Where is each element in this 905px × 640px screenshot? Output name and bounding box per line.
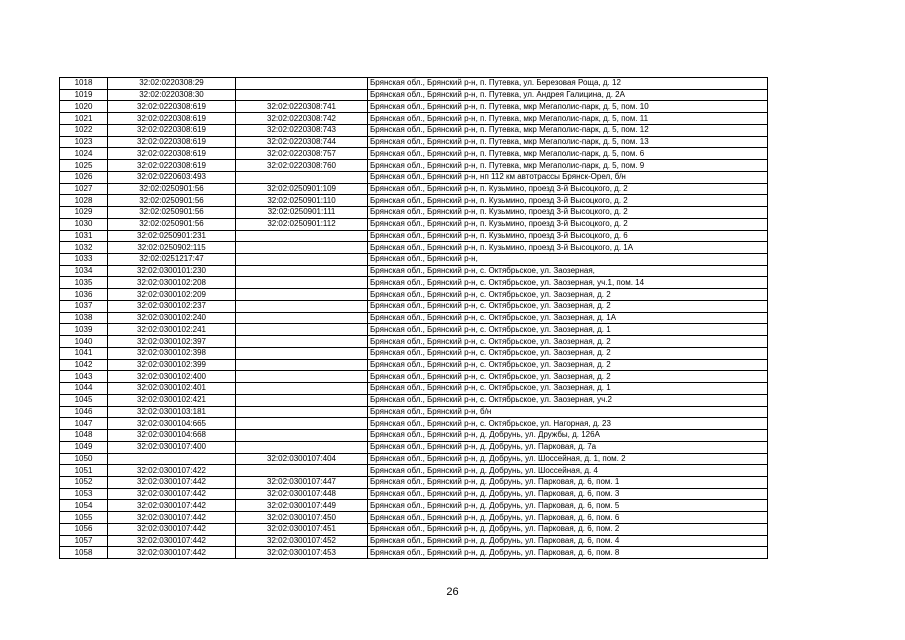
address-cell: Брянская обл., Брянский р-н, с. Октябрьское, ул. Заозерная, д. 2 (368, 300, 768, 312)
table-row (60, 535, 768, 547)
table-body (60, 78, 768, 559)
address-cell: Брянская обл., Брянский р-н, п. Путевка, ул. Березовая Роща, д. 12 (368, 78, 768, 90)
cadastral-number-cell: 32:02:0300102:421 (108, 394, 236, 406)
premises-cadastral-number-cell (236, 359, 368, 371)
address-cell: Брянская обл., Брянский р-н, п. Кузьмино, проезд 3-й Высоцкого, д. 2 (368, 195, 768, 207)
row-number-cell: 1037 (60, 300, 108, 312)
cadastral-number-cell: 32:02:0300107:442 (108, 488, 236, 500)
cadastral-number-cell: 32:02:0251217:47 (108, 254, 236, 266)
table-row (60, 500, 768, 512)
table-row (60, 347, 768, 359)
row-number-cell: 1031 (60, 230, 108, 242)
table-row (60, 195, 768, 207)
cadastral-number-cell: 32:02:0300102:399 (108, 359, 236, 371)
table-row (60, 218, 768, 230)
premises-cadastral-number-cell (236, 371, 368, 383)
premises-cadastral-number-cell: 32:02:0220308:760 (236, 160, 368, 172)
premises-cadastral-number-cell (236, 336, 368, 348)
table-row (60, 160, 768, 172)
address-cell: Брянская обл., Брянский р-н, д. Добрунь, ул. Шоссейная, д. 4 (368, 465, 768, 477)
row-number-cell: 1034 (60, 265, 108, 277)
row-number-cell: 1039 (60, 324, 108, 336)
row-number-cell: 1044 (60, 383, 108, 395)
cadastral-number-cell: 32:02:0220308:619 (108, 136, 236, 148)
address-cell: Брянская обл., Брянский р-н, с. Октябрьское, ул. Заозерная, д. 2 (368, 289, 768, 301)
table-row (60, 289, 768, 301)
premises-cadastral-number-cell (236, 406, 368, 418)
cadastral-number-cell: 32:02:0300102:398 (108, 347, 236, 359)
row-number-cell: 1032 (60, 242, 108, 254)
row-number-cell: 1021 (60, 113, 108, 125)
address-cell: Брянская обл., Брянский р-н, п. Путевка, мкр Мегаполис-парк, д. 5, пом. 6 (368, 148, 768, 160)
premises-cadastral-number-cell: 32:02:0250901:111 (236, 207, 368, 219)
row-number-cell: 1022 (60, 124, 108, 136)
row-number-cell: 1051 (60, 465, 108, 477)
cadastral-number-cell: 32:02:0250901:231 (108, 230, 236, 242)
cadastral-number-cell: 32:02:0300101:230 (108, 265, 236, 277)
table-row (60, 371, 768, 383)
premises-cadastral-number-cell: 32:02:0220308:742 (236, 113, 368, 125)
cadastral-number-cell: 32:02:0300107:442 (108, 512, 236, 524)
cadastral-number-cell: 32:02:0220603:493 (108, 171, 236, 183)
premises-cadastral-number-cell (236, 394, 368, 406)
address-cell: Брянская обл., Брянский р-н, с. Октябрьское, ул. Заозерная, д. 1 (368, 324, 768, 336)
cadastral-number-cell: 32:02:0220308:619 (108, 124, 236, 136)
address-cell: Брянская обл., Брянский р-н, д. Добрунь, ул. Парковая, д. 6, пом. 8 (368, 547, 768, 559)
table-row (60, 406, 768, 418)
cadastral-number-cell: 32:02:0300104:668 (108, 430, 236, 442)
row-number-cell: 1035 (60, 277, 108, 289)
row-number-cell: 1040 (60, 336, 108, 348)
row-number-cell: 1058 (60, 547, 108, 559)
row-number-cell: 1056 (60, 523, 108, 535)
premises-cadastral-number-cell: 32:02:0250901:110 (236, 195, 368, 207)
address-cell: Брянская обл., Брянский р-н, с. Октябрьское, ул. Заозерная, д. 2 (368, 371, 768, 383)
row-number-cell: 1042 (60, 359, 108, 371)
address-cell: Брянская обл., Брянский р-н, д. Добрунь, ул. Парковая, д. 6, пом. 3 (368, 488, 768, 500)
address-cell: Брянская обл., Брянский р-н, с. Октябрьское, ул. Заозерная, д. 2 (368, 359, 768, 371)
cadastral-number-cell: 32:02:0300102:401 (108, 383, 236, 395)
table-row (60, 136, 768, 148)
row-number-cell: 1052 (60, 476, 108, 488)
cadastral-number-cell: 32:02:0220308:30 (108, 89, 236, 101)
row-number-cell: 1024 (60, 148, 108, 160)
address-cell: Брянская обл., Брянский р-н, нп 112 км автотрассы Брянск-Орел, б/н (368, 171, 768, 183)
address-cell: Брянская обл., Брянский р-н, с. Октябрьское, ул. Заозерная, (368, 265, 768, 277)
premises-cadastral-number-cell: 32:02:0220308:757 (236, 148, 368, 160)
table-row (60, 78, 768, 90)
premises-cadastral-number-cell: 32:02:0300107:452 (236, 535, 368, 547)
address-cell: Брянская обл., Брянский р-н, с. Октябрьское, ул. Заозерная, уч.2 (368, 394, 768, 406)
premises-cadastral-number-cell (236, 465, 368, 477)
row-number-cell: 1048 (60, 430, 108, 442)
premises-cadastral-number-cell: 32:02:0300107:450 (236, 512, 368, 524)
table-row (60, 254, 768, 266)
premises-cadastral-number-cell (236, 254, 368, 266)
cadastral-number-cell: 32:02:0220308:619 (108, 160, 236, 172)
cadastral-number-cell: 32:02:0300107:442 (108, 476, 236, 488)
table-row (60, 476, 768, 488)
address-cell: Брянская обл., Брянский р-н, с. Октябрьское, ул. Нагорная, д. 23 (368, 418, 768, 430)
table-row (60, 148, 768, 160)
row-number-cell: 1036 (60, 289, 108, 301)
property-table (59, 77, 768, 559)
row-number-cell: 1020 (60, 101, 108, 113)
premises-cadastral-number-cell (236, 265, 368, 277)
cadastral-number-cell: 32:02:0220308:619 (108, 113, 236, 125)
cadastral-number-cell: 32:02:0300107:442 (108, 500, 236, 512)
premises-cadastral-number-cell: 32:02:0300107:404 (236, 453, 368, 465)
table-row (60, 300, 768, 312)
table-row (60, 312, 768, 324)
row-number-cell: 1046 (60, 406, 108, 418)
table-row (60, 207, 768, 219)
address-cell: Брянская обл., Брянский р-н, п. Путевка, мкр Мегаполис-парк, д. 5, пом. 11 (368, 113, 768, 125)
table-row (60, 453, 768, 465)
table-row (60, 465, 768, 477)
address-cell: Брянская обл., Брянский р-н, п. Кузьмино, проезд 3-й Высоцкого, д. 2 (368, 183, 768, 195)
row-number-cell: 1029 (60, 207, 108, 219)
premises-cadastral-number-cell (236, 230, 368, 242)
cadastral-number-cell: 32:02:0300103:181 (108, 406, 236, 418)
premises-cadastral-number-cell: 32:02:0300107:453 (236, 547, 368, 559)
row-number-cell: 1023 (60, 136, 108, 148)
premises-cadastral-number-cell: 32:02:0300107:451 (236, 523, 368, 535)
row-number-cell: 1043 (60, 371, 108, 383)
table-row (60, 547, 768, 559)
premises-cadastral-number-cell (236, 347, 368, 359)
premises-cadastral-number-cell: 32:02:0300107:447 (236, 476, 368, 488)
table-row (60, 441, 768, 453)
address-cell: Брянская обл., Брянский р-н, д. Добрунь, ул. Парковая, д. 6, пом. 2 (368, 523, 768, 535)
table-row (60, 113, 768, 125)
cadastral-number-cell: 32:02:0300107:442 (108, 523, 236, 535)
row-number-cell: 1047 (60, 418, 108, 430)
address-cell: Брянская обл., Брянский р-н, п. Путевка, мкр Мегаполис-парк, д. 5, пом. 10 (368, 101, 768, 113)
premises-cadastral-number-cell (236, 289, 368, 301)
table-row (60, 394, 768, 406)
cadastral-number-cell: 32:02:0250902:115 (108, 242, 236, 254)
premises-cadastral-number-cell (236, 383, 368, 395)
row-number-cell: 1033 (60, 254, 108, 266)
table-row (60, 277, 768, 289)
row-number-cell: 1030 (60, 218, 108, 230)
cadastral-number-cell (108, 453, 236, 465)
address-cell: Брянская обл., Брянский р-н, с. Октябрьское, ул. Заозерная, д. 2 (368, 336, 768, 348)
address-cell: Брянская обл., Брянский р-н, с. Октябрьское, ул. Заозерная, д. 1 (368, 383, 768, 395)
premises-cadastral-number-cell (236, 89, 368, 101)
address-cell: Брянская обл., Брянский р-н, п. Путевка, мкр Мегаполис-парк, д. 5, пом. 13 (368, 136, 768, 148)
address-cell: Брянская обл., Брянский р-н, п. Кузьмино, проезд 3-й Высоцкого, д. 6 (368, 230, 768, 242)
address-cell: Брянская обл., Брянский р-н, п. Кузьмино, проезд 3-й Высоцкого, д. 2 (368, 218, 768, 230)
address-cell: Брянская обл., Брянский р-н, п. Путевка, мкр Мегаполис-парк, д. 5, пом. 12 (368, 124, 768, 136)
cadastral-number-cell: 32:02:0300102:241 (108, 324, 236, 336)
row-number-cell: 1045 (60, 394, 108, 406)
table-row (60, 488, 768, 500)
table-row (60, 230, 768, 242)
cadastral-number-cell: 32:02:0300102:240 (108, 312, 236, 324)
cadastral-number-cell: 32:02:0300102:237 (108, 300, 236, 312)
address-cell: Брянская обл., Брянский р-н, п. Путевка, ул. Андрея Галицина, д. 2А (368, 89, 768, 101)
table-row (60, 265, 768, 277)
row-number-cell: 1055 (60, 512, 108, 524)
table-row (60, 383, 768, 395)
row-number-cell: 1053 (60, 488, 108, 500)
row-number-cell: 1019 (60, 89, 108, 101)
premises-cadastral-number-cell: 32:02:0220308:741 (236, 101, 368, 113)
table-row (60, 183, 768, 195)
cadastral-number-cell: 32:02:0300107:422 (108, 465, 236, 477)
table-row (60, 171, 768, 183)
premises-cadastral-number-cell (236, 171, 368, 183)
premises-cadastral-number-cell: 32:02:0300107:449 (236, 500, 368, 512)
address-cell: Брянская обл., Брянский р-н, д. Добрунь, ул. Дружбы, д. 126А (368, 430, 768, 442)
cadastral-number-cell: 32:02:0250901:56 (108, 218, 236, 230)
cadastral-number-cell: 32:02:0300102:397 (108, 336, 236, 348)
row-number-cell: 1038 (60, 312, 108, 324)
row-number-cell: 1018 (60, 78, 108, 90)
premises-cadastral-number-cell (236, 242, 368, 254)
cadastral-number-cell: 32:02:0300102:209 (108, 289, 236, 301)
table-row (60, 523, 768, 535)
cadastral-number-cell: 32:02:0220308:619 (108, 101, 236, 113)
address-cell: Брянская обл., Брянский р-н, б/н (368, 406, 768, 418)
row-number-cell: 1027 (60, 183, 108, 195)
row-number-cell: 1026 (60, 171, 108, 183)
table-row (60, 242, 768, 254)
premises-cadastral-number-cell (236, 441, 368, 453)
address-cell: Брянская обл., Брянский р-н, с. Октябрьское, ул. Заозерная, д. 2 (368, 347, 768, 359)
row-number-cell: 1050 (60, 453, 108, 465)
row-number-cell: 1028 (60, 195, 108, 207)
cadastral-number-cell: 32:02:0220308:29 (108, 78, 236, 90)
premises-cadastral-number-cell: 32:02:0300107:448 (236, 488, 368, 500)
address-cell: Брянская обл., Брянский р-н, д. Добрунь, ул. Парковая, д. 6, пом. 1 (368, 476, 768, 488)
address-cell: Брянская обл., Брянский р-н, (368, 254, 768, 266)
cadastral-number-cell: 32:02:0250901:56 (108, 183, 236, 195)
premises-cadastral-number-cell (236, 312, 368, 324)
cadastral-number-cell: 32:02:0220308:619 (108, 148, 236, 160)
cadastral-number-cell: 32:02:0300107:442 (108, 547, 236, 559)
row-number-cell: 1049 (60, 441, 108, 453)
table-row (60, 101, 768, 113)
table-row (60, 418, 768, 430)
row-number-cell: 1025 (60, 160, 108, 172)
table-row (60, 336, 768, 348)
address-cell: Брянская обл., Брянский р-н, п. Путевка, мкр Мегаполис-парк, д. 5, пом. 9 (368, 160, 768, 172)
table-row (60, 89, 768, 101)
row-number-cell: 1057 (60, 535, 108, 547)
address-cell: Брянская обл., Брянский р-н, д. Добрунь, ул. Парковая, д. 7а (368, 441, 768, 453)
address-cell: Брянская обл., Брянский р-н, п. Кузьмино, проезд 3-й Высоцкого, д. 2 (368, 207, 768, 219)
premises-cadastral-number-cell (236, 430, 368, 442)
page-number: 26 (446, 586, 459, 598)
table-row (60, 324, 768, 336)
premises-cadastral-number-cell (236, 300, 368, 312)
premises-cadastral-number-cell (236, 277, 368, 289)
address-cell: Брянская обл., Брянский р-н, с. Октябрьское, ул. Заозерная, уч.1, пом. 14 (368, 277, 768, 289)
cadastral-number-cell: 32:02:0300104:665 (108, 418, 236, 430)
premises-cadastral-number-cell: 32:02:0250901:109 (236, 183, 368, 195)
premises-cadastral-number-cell (236, 324, 368, 336)
row-number-cell: 1054 (60, 500, 108, 512)
table-row (60, 512, 768, 524)
address-cell: Брянская обл., Брянский р-н, д. Добрунь, ул. Парковая, д. 6, пом. 4 (368, 535, 768, 547)
premises-cadastral-number-cell: 32:02:0250901:112 (236, 218, 368, 230)
address-cell: Брянская обл., Брянский р-н, д. Добрунь, ул. Парковая, д. 6, пом. 6 (368, 512, 768, 524)
premises-cadastral-number-cell: 32:02:0220308:744 (236, 136, 368, 148)
cadastral-number-cell: 32:02:0300107:400 (108, 441, 236, 453)
cadastral-number-cell: 32:02:0250901:56 (108, 195, 236, 207)
address-cell: Брянская обл., Брянский р-н, с. Октябрьское, ул. Заозерная, д. 1А (368, 312, 768, 324)
cadastral-number-cell: 32:02:0300102:400 (108, 371, 236, 383)
cadastral-number-cell: 32:02:0300102:208 (108, 277, 236, 289)
premises-cadastral-number-cell: 32:02:0220308:743 (236, 124, 368, 136)
table-row (60, 124, 768, 136)
premises-cadastral-number-cell (236, 78, 368, 90)
table-row (60, 359, 768, 371)
row-number-cell: 1041 (60, 347, 108, 359)
table-row (60, 430, 768, 442)
address-cell: Брянская обл., Брянский р-н, п. Кузьмино, проезд 3-й Высоцкого, д. 1А (368, 242, 768, 254)
cadastral-number-cell: 32:02:0250901:56 (108, 207, 236, 219)
cadastral-number-cell: 32:02:0300107:442 (108, 535, 236, 547)
address-cell: Брянская обл., Брянский р-н, д. Добрунь, ул. Шоссейная, д. 1, пом. 2 (368, 453, 768, 465)
premises-cadastral-number-cell (236, 418, 368, 430)
address-cell: Брянская обл., Брянский р-н, д. Добрунь, ул. Парковая, д. 6, пом. 5 (368, 500, 768, 512)
